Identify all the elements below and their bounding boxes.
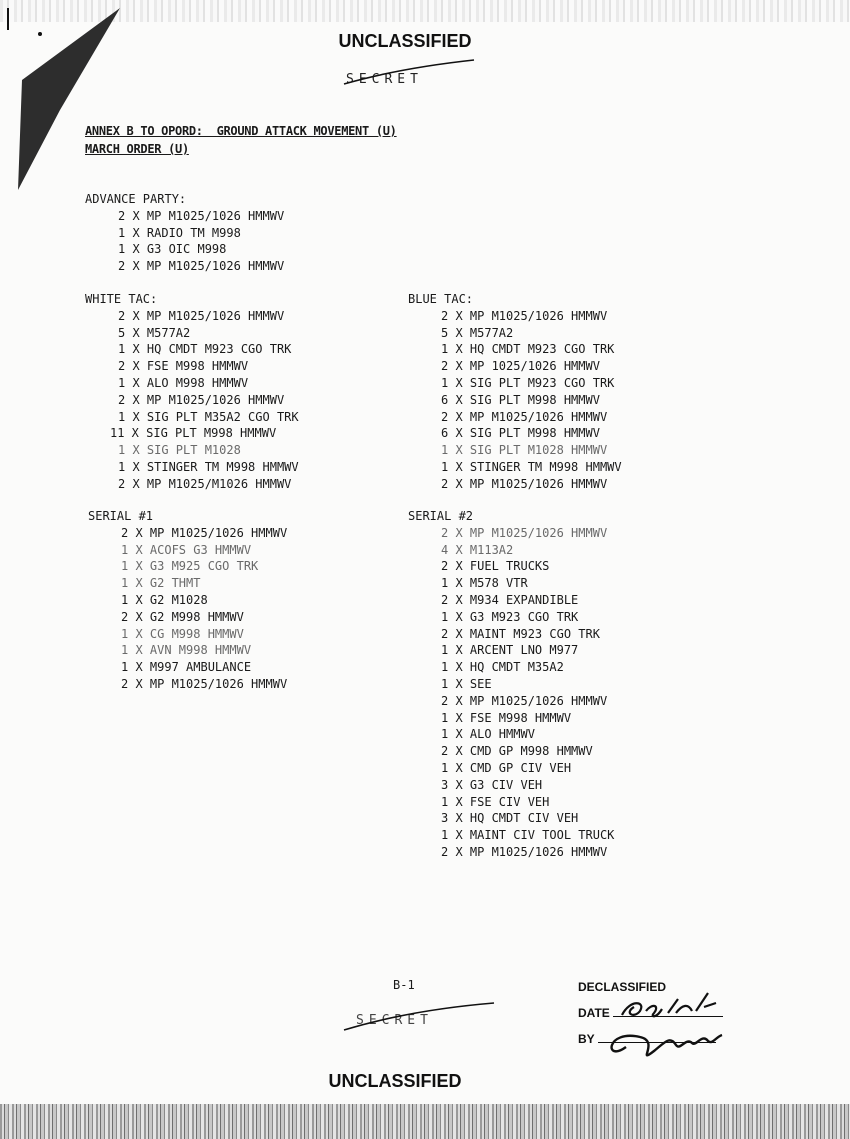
declass-title: DECLASSIFIED — [578, 980, 667, 994]
classification-top: UNCLASSIFIED — [338, 31, 472, 51]
list-item: 4 X M113A2 — [441, 542, 514, 557]
list-item: 2 X MP M1025/M1026 HMMWV — [118, 476, 292, 491]
list-item: 1 X SIG PLT M923 CGO TRK — [441, 375, 615, 390]
list-item: 3 X HQ CMDT CIV VEH — [441, 811, 579, 826]
list-item: 2 X MP M1025/1026 HMMWV — [441, 476, 608, 491]
list-item: 1 X G2 M1028 — [121, 592, 208, 607]
section-title: BLUE TAC: — [408, 292, 474, 306]
serial-1-section — [88, 508, 287, 693]
list-item: 6 X SIG PLT M998 HMMWV — [441, 426, 600, 441]
list-item: 2 X MP M1025/1026 HMMWV — [118, 392, 285, 407]
list-item: 5 X M577A2 — [441, 325, 514, 340]
list-item: 2 X MP M1025/1026 HMMWV — [441, 693, 608, 708]
list-item: 1 X RADIO TM M998 — [118, 225, 241, 240]
list-item: 1 X SIG PLT M35A2 CGO TRK — [118, 409, 299, 424]
list-item: 1 X MAINT CIV TOOL TRUCK — [441, 828, 615, 843]
document-title: ANNEX B TO OPORD: GROUND ATTACK MOVEMENT (U) — [85, 124, 397, 138]
list-item: 1 X ACOFS G3 HMMWV — [121, 542, 252, 557]
serial-2-section — [408, 508, 614, 861]
advance-party-section — [85, 191, 284, 275]
list-item: 1 X ARCENT LNO M977 — [441, 643, 579, 658]
list-item: 1 X STINGER TM M998 HMMWV — [441, 459, 622, 474]
list-item: 1 X ALO M998 HMMWV — [118, 375, 249, 390]
list-item: 2 X MP M1025/1026 HMMWV — [121, 525, 288, 540]
list-item: 2 X MP 1025/1026 HMMWV — [441, 359, 600, 374]
list-item: 1 X G2 THMT — [121, 576, 201, 591]
handwritten-date-signature-icon — [600, 985, 730, 1070]
list-item: 1 X FSE CIV VEH — [441, 794, 550, 809]
list-item: 1 X SIG PLT M1028 — [118, 443, 241, 458]
list-item: 1 X M578 VTR — [441, 576, 528, 591]
list-item: 1 X CG M998 HMMWV — [121, 626, 244, 641]
scan-noise-bottom — [0, 1104, 850, 1139]
section-title: ADVANCE PARTY: — [85, 192, 187, 206]
list-item: 3 X G3 CIV VEH — [441, 777, 543, 792]
list-item: 1 X AVN M998 HMMWV — [121, 643, 252, 658]
list-item: 1 X SEE — [441, 676, 492, 691]
document-subtitle: MARCH ORDER (U) — [85, 142, 189, 156]
list-item: 2 X CMD GP M998 HMMWV — [441, 744, 593, 759]
list-item: 2 X M934 EXPANDIBLE — [441, 592, 579, 607]
list-item: 2 X MP M1025/1026 HMMWV — [441, 525, 608, 540]
list-item: 1 X M997 AMBULANCE — [121, 660, 252, 675]
declass-by-label: BY — [578, 1032, 595, 1046]
list-item: 1 X HQ CMDT M923 CGO TRK — [441, 342, 615, 357]
list-item: 2 X FUEL TRUCKS — [441, 559, 550, 574]
list-item: 1 X G3 OIC M998 — [118, 242, 227, 257]
page-number: B-1 — [393, 978, 415, 992]
list-item: 1 X ALO HMMWV — [441, 727, 535, 742]
list-item: 2 X MAINT M923 CGO TRK — [441, 626, 600, 641]
list-item: 1 X STINGER TM M998 HMMWV — [118, 459, 299, 474]
list-item: 6 X SIG PLT M998 HMMWV — [441, 392, 600, 407]
list-item: 11 X SIG PLT M998 HMMWV — [110, 426, 277, 441]
list-item: 1 X G3 M923 CGO TRK — [441, 609, 579, 624]
list-item: 2 X MP M1025/1026 HMMWV — [118, 259, 285, 274]
section-title: WHITE TAC: — [85, 292, 158, 306]
marking-strike-top — [340, 58, 480, 90]
list-item: 1 X FSE M998 HMMWV — [441, 710, 572, 725]
list-item: 2 X MP M1025/1026 HMMWV — [441, 409, 608, 424]
section-title: SERIAL #2 — [408, 509, 474, 523]
list-item: 2 X MP M1025/1026 HMMWV — [118, 208, 285, 223]
list-item: 2 X MP M1025/1026 HMMWV — [118, 308, 285, 323]
declass-date-label: DATE — [578, 1006, 610, 1020]
list-item: 1 X G3 M925 CGO TRK — [121, 559, 259, 574]
list-item: 5 X M577A2 — [118, 325, 191, 340]
classification-bottom: UNCLASSIFIED — [328, 1071, 462, 1091]
secret-marking-top: SECRET — [346, 72, 423, 87]
list-item: 1 X CMD GP CIV VEH — [441, 760, 572, 775]
white-tac-section — [85, 291, 299, 493]
list-item: 2 X G2 M998 HMMWV — [121, 609, 244, 624]
list-item: 1 X HQ CMDT M35A2 — [441, 660, 564, 675]
blue-tac-section — [408, 291, 622, 493]
section-title: SERIAL #1 — [88, 509, 154, 523]
marking-strike-bottom — [340, 1000, 500, 1034]
list-item: 2 X FSE M998 HMMWV — [118, 359, 249, 374]
list-item: 2 X MP M1025/1026 HMMWV — [441, 844, 608, 859]
list-item: 1 X SIG PLT M1028 HMMWV — [441, 443, 608, 458]
list-item: 1 X HQ CMDT M923 CGO TRK — [118, 342, 292, 357]
list-item: 2 X MP M1025/1026 HMMWV — [121, 676, 288, 691]
secret-marking-bottom: SECRET — [356, 1013, 433, 1028]
list-item: 2 X MP M1025/1026 HMMWV — [441, 308, 608, 323]
